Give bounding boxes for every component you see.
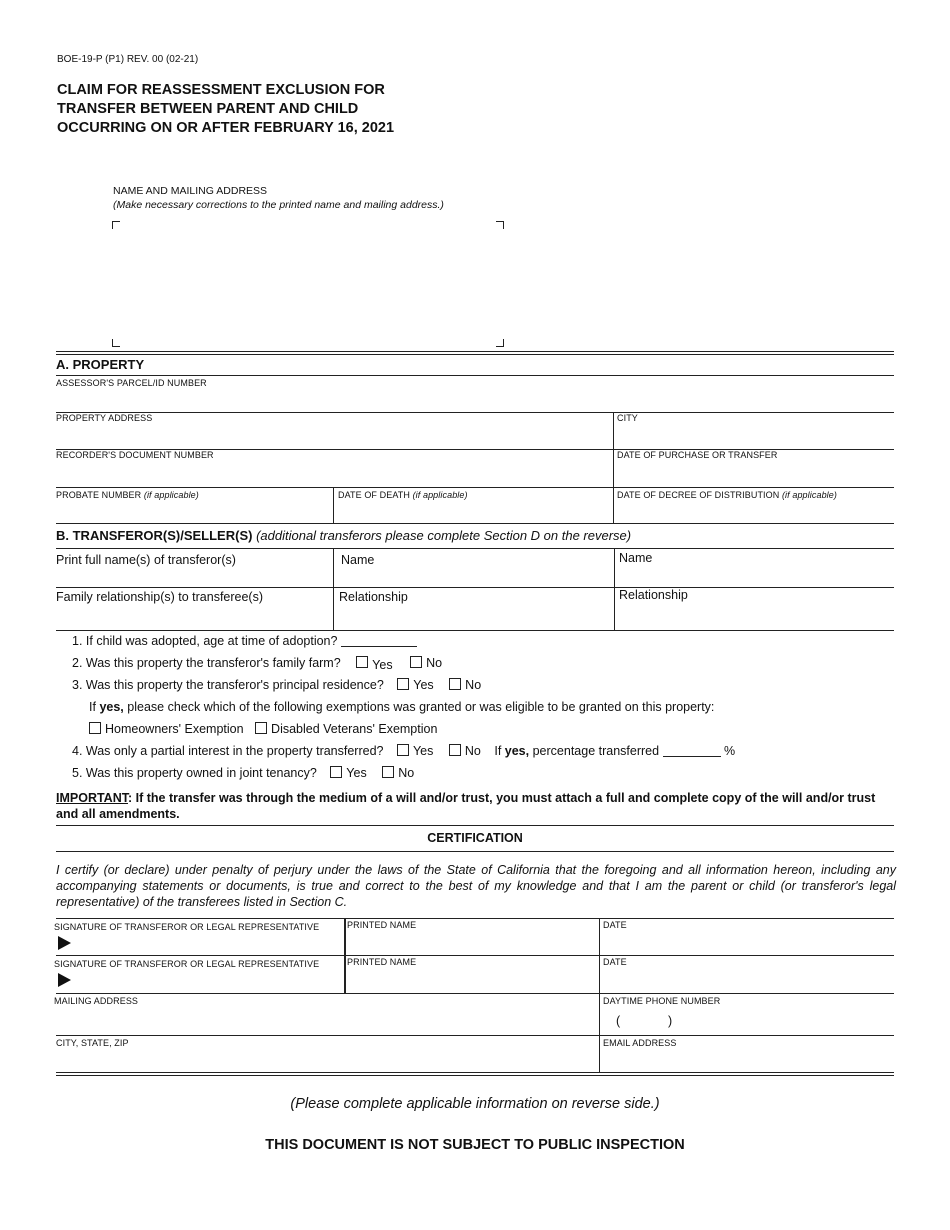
section-a-heading: A. PROPERTY	[56, 357, 145, 372]
address-note: (Make necessary corrections to the printed name and mailing address.)	[113, 199, 444, 211]
column-divider	[613, 412, 614, 523]
column-divider	[333, 548, 334, 630]
address-label: NAME AND MAILING ADDRESS	[113, 185, 268, 197]
probate-number-field[interactable]	[56, 490, 199, 500]
question-2-text: 2. Was this property the transferor's family farm?	[72, 656, 341, 670]
relationship-label: Family relationship(s) to transferee(s)	[56, 590, 264, 604]
farm-yes-checkbox[interactable]	[356, 656, 368, 668]
probate-note: (if applicable)	[143, 490, 199, 500]
divider	[56, 351, 894, 352]
date-purchase-field[interactable]: DATE OF PURCHASE OR TRANSFER	[617, 450, 778, 460]
recorder-document-field[interactable]: RECORDER'S DOCUMENT NUMBER	[56, 450, 214, 460]
printed-name-2-field[interactable]: PRINTED NAME	[347, 957, 417, 967]
percentage-label: percentage transferred	[532, 744, 660, 758]
decree-label: DATE OF DECREE OF DISTRIBUTION	[617, 490, 780, 500]
death-label: DATE OF DEATH	[338, 490, 410, 500]
homeowners-checkbox[interactable]	[89, 722, 101, 734]
yes-label: Yes	[413, 678, 434, 692]
divider	[56, 487, 894, 488]
signature-1-field[interactable]	[56, 918, 344, 955]
no-label: No	[465, 678, 482, 692]
question-1	[72, 634, 417, 648]
if-label: If	[494, 744, 502, 758]
divider	[56, 825, 894, 826]
partial-yes-checkbox[interactable]	[397, 744, 409, 756]
date-of-death-field[interactable]	[338, 490, 468, 500]
question-4	[72, 744, 735, 758]
no-label: No	[426, 656, 443, 670]
city-field[interactable]: CITY	[617, 413, 638, 423]
adoption-age-input[interactable]	[341, 646, 417, 647]
phone-area-code-open: (	[616, 1014, 621, 1028]
transferor-names-label: Print full name(s) of transferor(s)	[56, 553, 236, 567]
signature-2-field[interactable]	[56, 955, 344, 993]
title-line: OCCURRING ON OR AFTER FEBRUARY 16, 2021	[57, 120, 395, 136]
homeowners-label: Homeowners' Exemption	[105, 722, 244, 736]
probate-label: PROBATE NUMBER	[56, 490, 142, 500]
important-notice	[56, 790, 896, 822]
corner-mark-bottom-left	[112, 339, 120, 347]
divider	[56, 548, 894, 549]
printed-name-1-field[interactable]: PRINTED NAME	[347, 920, 417, 930]
veterans-checkbox[interactable]	[255, 722, 267, 734]
yes-label: Yes	[412, 744, 434, 758]
title-line: CLAIM FOR REASSESSMENT EXCLUSION FOR	[57, 82, 385, 98]
divider	[56, 851, 894, 852]
corner-mark-top-left	[112, 221, 120, 229]
percentage-input[interactable]	[663, 756, 721, 757]
farm-no-checkbox[interactable]	[410, 656, 422, 668]
divider	[56, 1072, 894, 1073]
public-inspection-notice: THIS DOCUMENT IS NOT SUBJECT TO PUBLIC INSPECTION	[265, 1137, 685, 1153]
form-id: BOE-19-P (P1) REV. 00 (02-21)	[57, 54, 199, 65]
divider	[56, 375, 894, 376]
relationship-2-field[interactable]: Relationship	[619, 588, 688, 602]
question-2	[72, 656, 442, 670]
percent-sign: %	[724, 744, 736, 758]
question-1-text: 1. If child was adopted, age at time of adoption?	[72, 634, 338, 648]
title-line: TRANSFER BETWEEN PARENT AND CHILD	[57, 101, 359, 117]
section-b-heading	[56, 528, 631, 543]
signature-2-label: SIGNATURE OF TRANSFEROR OR LEGAL REPRESENTATIVE	[54, 959, 320, 969]
phone-label: DAYTIME PHONE NUMBER	[603, 996, 721, 1006]
yes-label: Yes	[372, 658, 393, 672]
column-divider	[599, 918, 600, 1073]
date-2-field[interactable]: DATE	[603, 957, 627, 967]
if-label: If	[89, 700, 96, 714]
question-5-text: 5. Was this property owned in joint tenancy?	[72, 766, 317, 780]
divider	[56, 587, 894, 588]
corner-mark-bottom-right	[496, 339, 504, 347]
followup-text: please check which of the following exemptions was granted or was eligible to be granted on this property:	[127, 700, 715, 714]
divider	[56, 1035, 894, 1036]
transferor-name-1-field[interactable]: Name	[341, 553, 375, 567]
yes-bold-label: yes,	[99, 700, 124, 714]
signature-1-label: SIGNATURE OF TRANSFEROR OR LEGAL REPRESENTATIVE	[54, 922, 320, 932]
section-b-note: (additional transferors please complete Section D on the reverse)	[256, 528, 632, 543]
reverse-side-note: (Please complete applicable information on reverse side.)	[290, 1096, 660, 1112]
question-3-text: 3. Was this property the transferor's principal residence?	[72, 678, 384, 692]
relationship-1-field[interactable]: Relationship	[339, 590, 408, 604]
column-divider	[614, 548, 615, 630]
corner-mark-top-right	[496, 221, 504, 229]
veterans-label: Disabled Veterans' Exemption	[271, 722, 438, 736]
daytime-phone-field[interactable]	[600, 993, 894, 1035]
question-3	[72, 678, 481, 692]
column-divider	[333, 487, 334, 523]
exemption-options	[89, 722, 437, 736]
residence-yes-checkbox[interactable]	[397, 678, 409, 690]
city-state-zip-field[interactable]: CITY, STATE, ZIP	[56, 1038, 129, 1048]
column-divider	[344, 918, 346, 994]
yes-label: Yes	[346, 766, 367, 780]
divider	[56, 630, 894, 631]
no-label: No	[464, 744, 481, 758]
divider	[56, 1075, 894, 1076]
divider	[56, 412, 894, 413]
residence-no-checkbox[interactable]	[449, 678, 461, 690]
phone-area-code-close: )	[668, 1014, 673, 1028]
death-note: (if applicable)	[412, 490, 468, 500]
decree-note: (if applicable)	[781, 490, 837, 500]
yes-bold-label: yes,	[504, 744, 530, 758]
mailing-address-field[interactable]: MAILING ADDRESS	[54, 996, 139, 1006]
section-b-title: B. TRANSFEROR(S)/SELLER(S)	[56, 528, 253, 543]
form-title	[57, 81, 394, 138]
date-1-field[interactable]: DATE	[603, 920, 627, 930]
transferor-name-2-field[interactable]: Name	[619, 551, 653, 565]
joint-no-checkbox[interactable]	[382, 766, 394, 778]
question-4-text: 4. Was only a partial interest in the property transferred?	[72, 744, 384, 758]
property-address-field[interactable]: PROPERTY ADDRESS	[56, 413, 153, 423]
address-window[interactable]	[112, 221, 504, 347]
question-3-followup	[89, 700, 714, 714]
no-label: No	[398, 766, 415, 780]
partial-no-checkbox[interactable]	[449, 744, 461, 756]
certification-statement: I certify (or declare) under penalty of perjury under the laws of the State of California that the foregoing and all information hereon, including any accompanying statements or documents, is true and correct to the best of my knowledge and that I am the parent or child (or transferor's legal representative) of the transferees listed in Section C.	[56, 863, 896, 909]
email-address-field[interactable]: EMAIL ADDRESS	[603, 1038, 677, 1048]
divider	[56, 354, 894, 355]
joint-yes-checkbox[interactable]	[330, 766, 342, 778]
question-5	[72, 766, 414, 780]
important-lead: IMPORTANT	[56, 791, 128, 805]
date-decree-field[interactable]	[617, 490, 837, 500]
important-text: : If the transfer was through the medium of a will and/or trust, you must attach a full and complete copy of the will and/or trust and all amendments.	[56, 791, 876, 821]
parcel-number-field[interactable]: ASSESSOR'S PARCEL/ID NUMBER	[56, 378, 207, 388]
divider	[56, 523, 894, 524]
certification-title: CERTIFICATION	[427, 831, 523, 845]
